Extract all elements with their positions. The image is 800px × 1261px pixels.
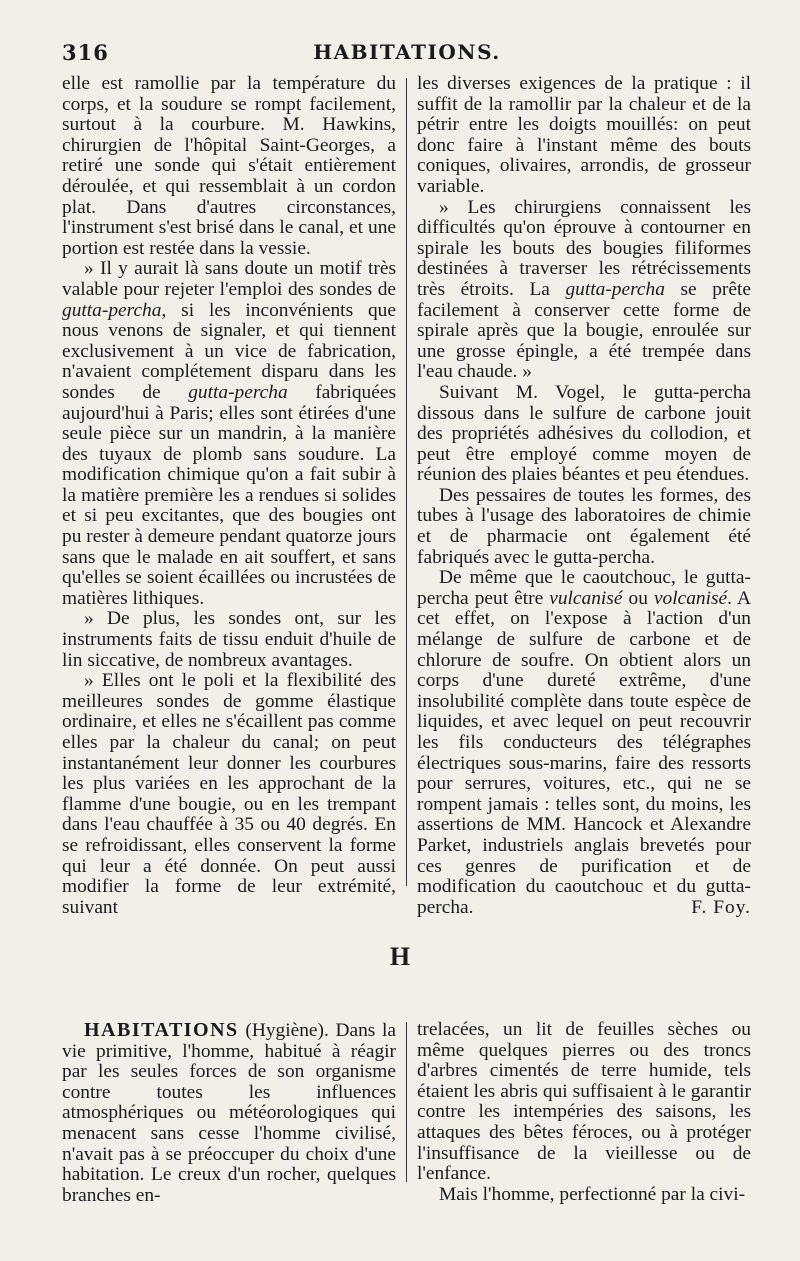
entry-headword: HABITATIONS [84,1019,239,1041]
paragraph: » De plus, les sondes ont, sur les instruments faits de tissu enduit d'huile de lin siccative, de nombreux avantages. [62,608,396,671]
column-right-top [417,74,751,918]
paragraph: » Elles ont le poli et la flexibilité des meilleures sondes de gomme élastique ordinaire, et elles ne s'écaillent pas comme elles par la chaleur du canal; on peut instantanément leur donner les courbures les plus variées en les approchant de la flamme d'une bougie, ou en les trempant dans l'eau chauffée à 35 ou 40 degrés. En se refroidissant, elles conservent la forme qui leur a été donnée. On peut aussi modifier la forme de leur extrémité, suivant [62,670,396,918]
column-right-bottom [417,1020,751,1205]
running-title: HABITATIONS. [313,40,501,64]
paragraph: HABITATIONS (Hygiène). Dans la vie primitive, l'homme, habitué à réagir par les seules forces de son organisme contre toutes les influences atmosphériques ou météorologiques qui menacent sans cesse l'homme civilisé, n'avait pas à se préoccuper du choix d'une habitation. Le creux d'un rocher, quelques branches en- [62,1019,396,1206]
paragraph: Suivant M. Vogel, le gutta-percha dissous dans le sulfure de carbone jouit des propriétés adhésives du collodion, et peut être employé comme moyen de réunion des plaies béantes et peu étendues. [417,381,751,486]
running-head [62,40,752,70]
column-divider [406,1022,407,1182]
paragraph: Des pessaires de toutes les formes, des tubes à l'usage des laboratoires de chimie et de pharmacie ont également été fabriqués avec le gutta-percha. [417,484,751,568]
paragraph: De même que le caoutchouc, le gutta-percha peut être vulcanisé ou volcanisé. A cet effet, on l'expose à l'action d'un mélange de sulfure de carbone et de chlorure de soufre. On obtient alors un corps d'une dureté extrême, d'une insolubilité complète dans toute espèce de liquides, et avec lequel on peut recouvrir les fils conducteurs des télégraphes électriques sous-marins, faire des ressorts pour serrures, voitures, etc., qui ne se rompent jamais : telles sont, du moins, les assertions de MM. Hancock et Alexandre Parket, industriels anglais brevetés pour ces genres de purification et de modification du caoutchouc et du gutta-percha. F. Foy. [417,567,751,918]
paragraph: trelacées, un lit de feuilles sèches ou même quelques pierres ou des troncs d'arbres cimentés de terre humide, tels étaient les abris qui suffisaient à le garantir contre les intempéries des saisons, les attaques des bêtes féroces, ou à protéger l'insuffisance de la vieillesse ou de l'enfance. [417,1019,751,1185]
paragraph: » Les chirurgiens connaissent les difficultés qu'on éprouve à contourner en spirale les bouts des bougies filiformes destinées à traverser les rétrécissements très étroits. La gutta-percha se prête facilement à conserver cette forme de spirale après que la bougie, enroulée sur une grosse épingle, a été trempée dans l'eau chaude. » [417,196,751,383]
paragraph: Mais l'homme, perfectionné par la civi- [439,1183,746,1205]
author-signature: F. Foy. [691,896,751,918]
section-letter: H [389,942,411,971]
column-divider [406,78,407,886]
paragraph: » Il y aurait là sans doute un motif très valable pour rejeter l'emploi des sondes de gutta-percha, si les inconvénients que nous venons de signaler, et qui tiennent exclusivement à un vice de fabrication, n'avaient complétement disparu dans les sondes de gutta-percha fabriquées aujourd'hui à Paris; elles sont étirées d'une seule pièce sur un mandrin, à la manière des tuyaux de plomb sans soudure. La modification chimique qu'on a fait subir à la matière première les a rendues si solides et si peu excitantes, que des bougies ont pu rester à demeure pendant quatorze jours sans que le malade en ait souffert, et sans qu'elles se soient écaillées ou incrustées de matières lithiques. [62,258,396,609]
page-number: 316 [62,40,109,65]
column-left-top [62,74,396,918]
paragraph: les diverses exigences de la pratique : il suffit de la ramollir par la chaleur et de la pétrir entre les doigts mouillés: on peut donc faire à l'instant même des bouts coniques, olivaires, arrondis, de grosseur variable. [417,73,751,197]
column-left-bottom [62,1020,396,1206]
entry-field: (Hygiène). [245,1020,329,1041]
paragraph: elle est ramollie par la température du corps, et la soudure se rompt facilement, surtout à la courbure. M. Hawkins, chirurgien de l'hôpital Saint-Georges, a retiré une sonde qui s'était entièrement déroulée, et qui ressemblait à un cordon plat. Dans d'autres circonstances, l'instrument s'est brisé dans le canal, et une portion est restée dans la vessie. [62,73,396,259]
